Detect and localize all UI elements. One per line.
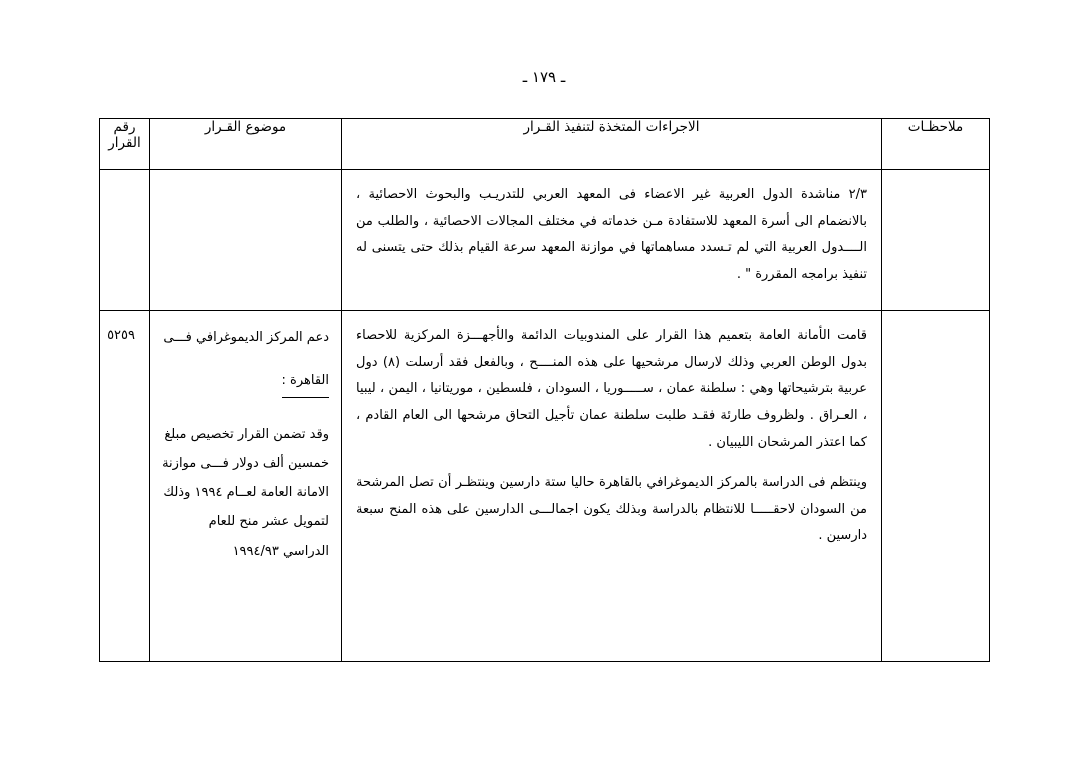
subject-city-line [162,366,329,405]
cell-decision-number [100,311,150,662]
subject-title: دعم المركز الديموغرافي فـــى [163,330,329,345]
column-header-actions: الاجراءات المتخذة لتنفيذ القـرار [342,119,882,170]
column-header-subject: موضوع القـرار [150,119,342,170]
decision-number [100,170,149,196]
table-row [100,170,990,311]
subject-text [150,170,341,196]
table-row [100,311,990,662]
actions-text [342,311,881,564]
actions-text [342,170,881,303]
subject-body: وقد تضمن القرار تخصيص مبلغ خمسين ألف دولار فـــى موازنة الامانة العامة لعــام ١٩٩٤ وذلك لتمويل عشر منح للعام الدراسي ١٩٩٤/٩٣ [162,426,329,559]
table-header [100,119,990,170]
actions-paragraph: قامت الأمانة العامة بتعميم هذا القرار على المندوبيات الدائمة والأجهـــزة المركزية للاحصاء بدول الوطن العربي وذلك لارسال مرشحيها على هذه المنــــح ، وبالفعل فقد أرسلت (٨) دول عربية بترشيحاتها وهي : سلطنة عمان ، ســـــوريا ، السودان ، فلسطين ، موريتانيا ، اليمن ، ليبيا ، العـراق . ولظروف طارئة فقـد طلبت سلطنة عمان تأجيل التحاق مرشحها الى العام القادم ، كما اعتذر المرشحان الليبيان . [356,328,867,450]
subject-text [150,311,341,580]
column-header-notes: ملاحظـات [882,119,990,170]
cell-notes [882,311,990,662]
cell-decision-number [100,170,150,311]
cell-actions [342,170,882,311]
table-header-row [100,119,990,170]
cell-notes [882,170,990,311]
subject-city: القاهرة : [282,366,329,397]
notes-text [882,170,989,196]
table-body [100,170,990,662]
cell-subject [150,170,342,311]
decisions-table [99,118,990,662]
notes-text [882,311,989,337]
cell-subject [150,311,342,662]
actions-paragraph: ٢/٣ مناشدة الدول العربية غير الاعضاء فى المعهد العربي للتدريـب والبحوث الاحصائية ، بالانضمام الى أسرة المعهد للاستفادة مـن خدماته في مختلف المجالات الاحصائية ، والطلب من الــــدول العربية التي لم تـسدد مساهماتها في موازنة المعهد سرعة القيام بذلك حتى يتسنى له تنفيذ برامجه المقررة " . [356,187,867,282]
actions-paragraph: وينتظم فى الدراسة بالمركز الديموغرافي بالقاهرة حاليا ستة دارسين وينتظـر أن تصل المرشحة من السودان لاحقـــــا للانتظام بالدراسة وبذلك يكون اجمالـــى الدارسين على هذه المنح سبعة دارسين . [356,475,867,544]
column-header-number: رقم القرار [100,119,150,170]
cell-actions [342,311,882,662]
page-number: ـ ١٧٩ ـ [522,68,566,86]
decision-number: ٥٢٥٩ [107,328,135,343]
